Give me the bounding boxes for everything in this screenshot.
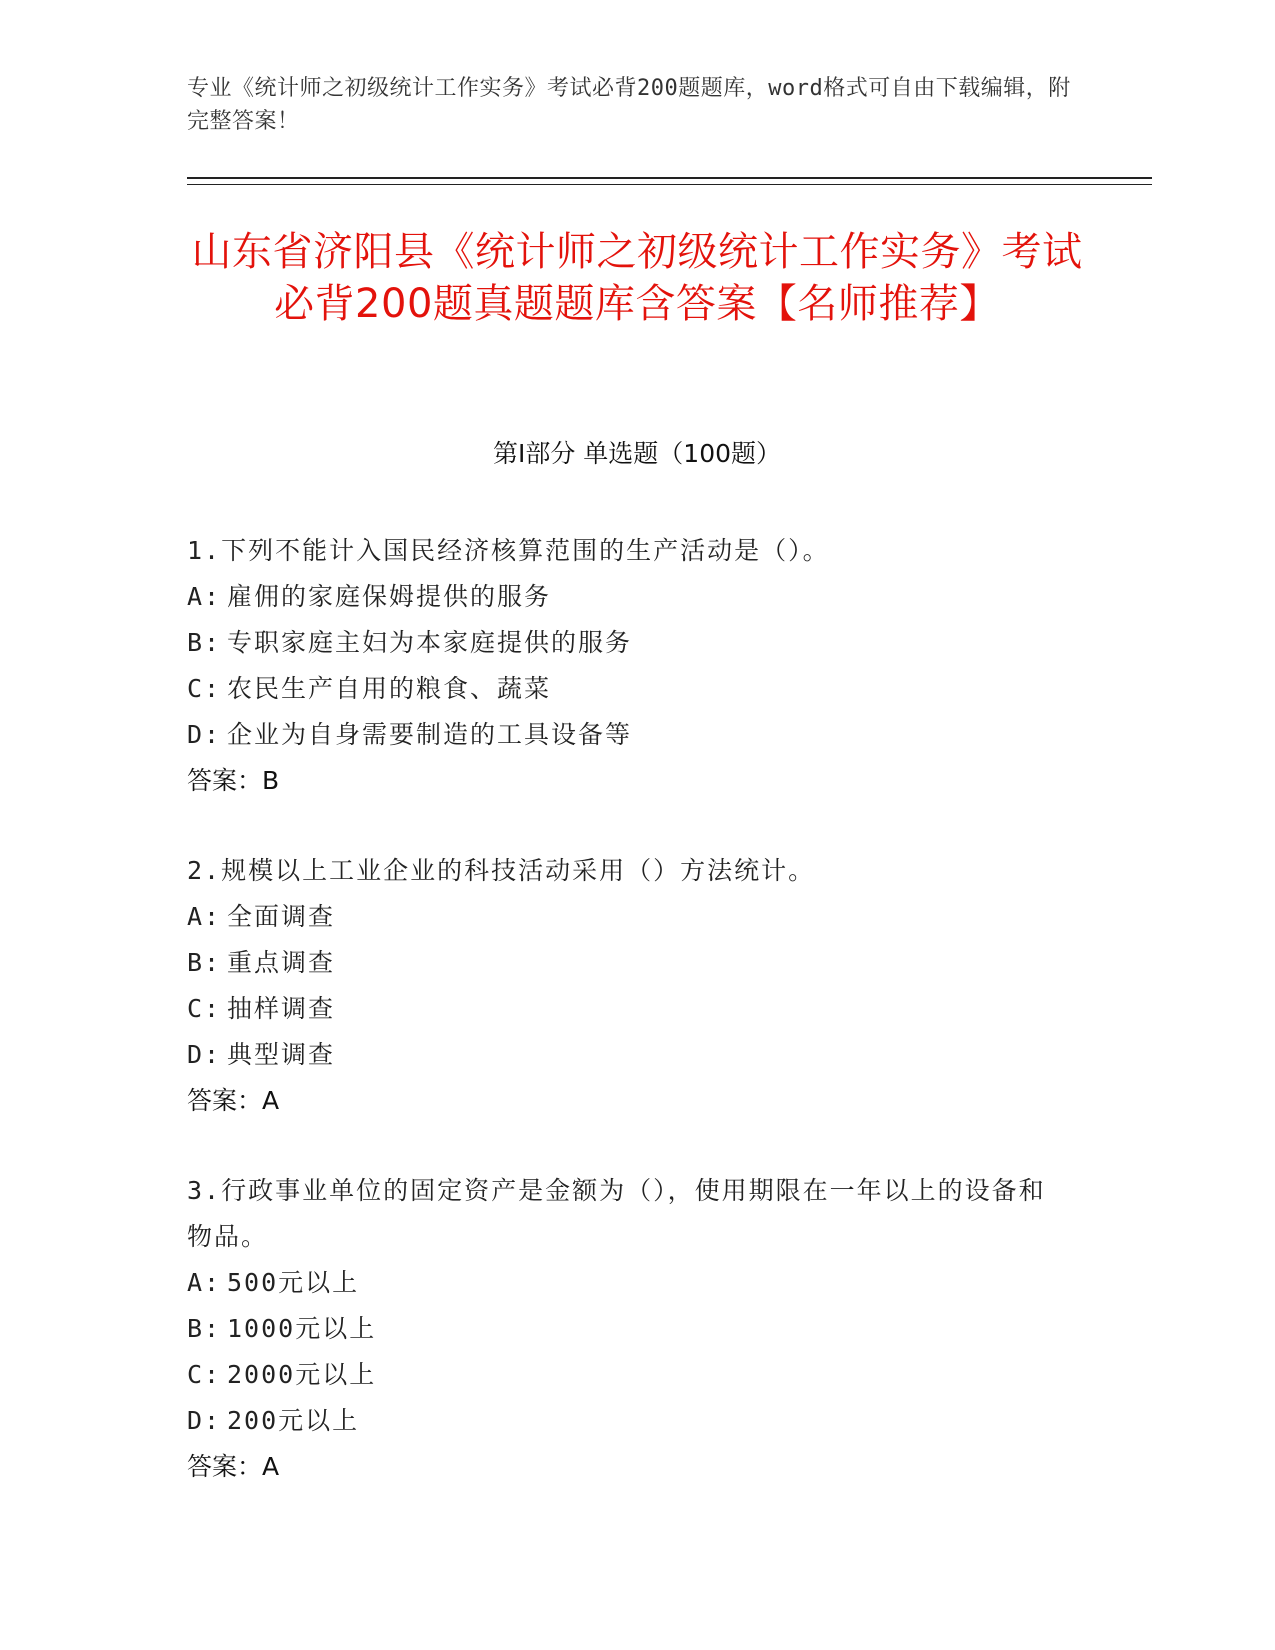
option-text: 专职家庭主妇为本家庭提供的服务 (227, 628, 633, 657)
option-text: 全面调查 (227, 902, 336, 931)
option-d (187, 1398, 1067, 1444)
document-title: 山东省济阳县《统计师之初级统计工作实务》考试必背200题真题题库含答案【名师推荐】 (191, 229, 1083, 327)
option-letter: B: (187, 1314, 222, 1343)
option-text: 500元以上 (227, 1268, 360, 1297)
option-letter: C: (187, 994, 222, 1023)
option-c (187, 986, 1067, 1032)
header-note: 专业《统计师之初级统计工作实务》考试必背200题题库，word格式可自由下载编辑，附完整答案！ (187, 76, 1071, 134)
option-c (187, 666, 1067, 712)
question-answer: 答案：A (187, 1086, 280, 1115)
option-letter: A: (187, 582, 222, 611)
option-letter: B: (187, 948, 222, 977)
option-text: 200元以上 (227, 1406, 360, 1435)
option-text: 重点调查 (227, 948, 336, 977)
question-1 (187, 528, 1067, 804)
question-answer: 答案：B (187, 766, 280, 795)
option-letter: C: (187, 1360, 222, 1389)
option-text: 农民生产自用的粮食、蔬菜 (227, 674, 552, 703)
question-list (187, 528, 1067, 1534)
option-text: 1000元以上 (227, 1314, 377, 1343)
question-stem: 1.下列不能计入国民经济核算范围的生产活动是（）。 (187, 536, 830, 565)
question-2 (187, 848, 1067, 1124)
question-3 (187, 1168, 1067, 1490)
option-text: 雇佣的家庭保姆提供的服务 (227, 582, 552, 611)
option-letter: B: (187, 628, 222, 657)
header-divider-thick (187, 177, 1152, 179)
option-a (187, 894, 1067, 940)
option-d (187, 1032, 1067, 1078)
option-a (187, 1260, 1067, 1306)
option-letter: A: (187, 902, 222, 931)
option-text: 2000元以上 (227, 1360, 377, 1389)
option-c (187, 1352, 1067, 1398)
option-letter: D: (187, 1040, 222, 1069)
option-d (187, 712, 1067, 758)
option-letter: D: (187, 1406, 222, 1435)
option-a (187, 574, 1067, 620)
option-text: 抽样调查 (227, 994, 336, 1023)
option-text: 典型调查 (227, 1040, 336, 1069)
option-text: 企业为自身需要制造的工具设备等 (227, 720, 633, 749)
option-letter: D: (187, 720, 222, 749)
option-b (187, 620, 1067, 666)
option-letter: C: (187, 674, 222, 703)
question-stem: 2.规模以上工业企业的科技活动采用（）方法统计。 (187, 856, 816, 885)
option-letter: A: (187, 1268, 222, 1297)
option-b (187, 1306, 1067, 1352)
question-stem: 3.行政事业单位的固定资产是金额为（），使用期限在一年以上的设备和物品。 (187, 1176, 1046, 1251)
section-title: 第I部分 单选题（100题） (492, 439, 782, 468)
header-divider-thin (187, 184, 1152, 185)
question-answer: 答案：A (187, 1452, 280, 1481)
option-b (187, 940, 1067, 986)
